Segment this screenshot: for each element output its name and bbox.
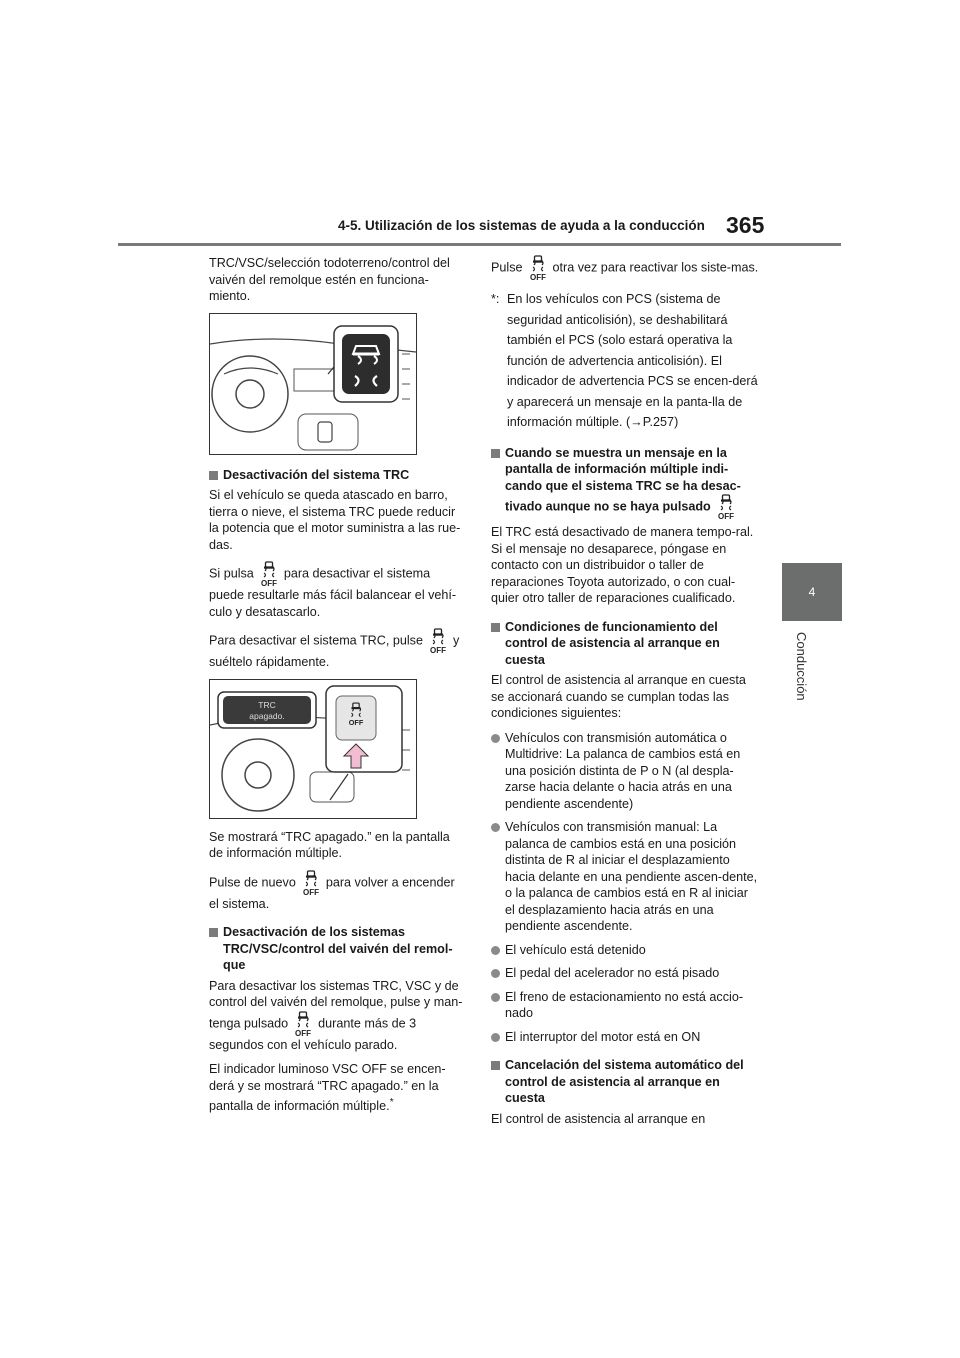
chapter-label: Conducción (794, 632, 809, 701)
list-item: El interruptor del motor está en ON (491, 1029, 759, 1046)
text-fragment: Si pulsa (209, 566, 254, 581)
header-rule (118, 243, 841, 246)
footnote-text: En los vehículos con PCS (sistema de seguridad anticolisión), se deshabilitará también el PCS (solo estará operativa la función de advertencia anticolisión). El indicador de advertencia PCS se encen-derá y aparecerá un mensaje en la panta-lla de información múltiple. (→P.257) (507, 292, 758, 429)
heading-hill-start-cancel: Cancelación del sistema automático del control de asistencia al arranque en cuesta (491, 1057, 759, 1107)
text-fragment: Para desactivar el sistema TRC, pulse (209, 633, 423, 648)
heading-text: Cuando se muestra un mensaje en la pantalla de información múltiple indi-cando que el sistema TRC se ha desac-tivado aunque no se haya pulsado (505, 445, 741, 514)
intro-text: TRC/VSC/selección todoterreno/control del vaivén del remolque estén en funciona-miento. (209, 256, 450, 303)
left-column (209, 255, 467, 1123)
footnote-marker: * (389, 1096, 394, 1108)
footnote-pcs (491, 289, 759, 433)
heading-trc-deactivation: Desactivación del sistema TRC (209, 467, 467, 484)
text-fragment: El indicador luminoso VSC OFF se encen-derá y se mostrará “TRC apagado.” en la pantalla de información múltiple. (209, 1062, 446, 1114)
text-fragment: y suéltelo rápidamente. (209, 633, 460, 669)
list-item: El freno de estacionamiento no está accio-nado (491, 989, 759, 1022)
paragraph-trc-stuck: Si el vehículo se queda atascado en barro, tierra o nieve, el sistema TRC puede reducir la potencia que el motor suministra a las rue-das. (209, 488, 461, 552)
text-fragment: Para desactivar los sistemas TRC, VSC y de control del vaivén del remolque, pulse y man-tenga pulsado (209, 978, 463, 1030)
trc-off-icon (300, 870, 322, 896)
heading-trc-vsc-deactivation: Desactivación de los sistemas TRC/VSC/control del vaivén del remol-que (209, 924, 467, 974)
paragraph-cancel-text: El control de asistencia al arranque en (491, 1111, 706, 1126)
text-fragment: para volver a encender el sistema. (209, 874, 455, 911)
right-column (491, 255, 759, 1135)
display-message-line1: TRC (258, 699, 276, 710)
list-item: Vehículos con transmisión manual: La palanca de cambios está en una posición distinta de R al iniciar el desplazamiento hacia delante en una pendiente ascen-dente, o la palanca de cambios está en R al iniciar el desplazamiento hacia atrás en una pendiente ascendente. (491, 819, 759, 935)
heading-trc-message (491, 445, 759, 521)
footnote-marker: *: (491, 292, 500, 306)
dashboard-illustration-2 (209, 679, 417, 819)
trc-off-icon (527, 255, 549, 281)
paragraph-quick-press (209, 628, 467, 671)
section-title: 4-5. Utilización de los sistemas de ayuda a la conducción (338, 218, 705, 233)
trc-off-icon (427, 628, 449, 654)
text-fragment: Pulse de nuevo (209, 874, 296, 889)
paragraph-message-shown: Se mostrará “TRC apagado.” en la pantalla de información múltiple. (209, 829, 450, 860)
paragraph-reactivate (491, 255, 759, 281)
display-message-line2: apagado. (249, 710, 285, 721)
paragraph-conditions-intro: El control de asistencia al arranque en cuesta se accionará cuando se cumplan todas las condiciones siguientes: (491, 673, 746, 720)
paragraph-hold-button (209, 978, 467, 1054)
text-fragment: durante más de 3 segundos con el vehículo parado. (209, 1015, 417, 1052)
text-fragment: otra vez para reactivar los siste-mas. (552, 260, 759, 275)
trc-off-icon (258, 561, 280, 587)
dashboard-illustration-1 (209, 313, 417, 455)
list-item: El vehículo está detenido (491, 942, 759, 959)
paragraph-press-to-disable (209, 561, 467, 620)
trc-off-icon (715, 494, 737, 520)
paragraph-press-again (209, 870, 467, 913)
chapter-tab: 4 (782, 563, 842, 621)
text-fragment: para desactivar el sistema puede resultarle más fácil balancear el vehí-culo y desatascarlo. (209, 566, 457, 619)
list-item: Vehículos con transmisión automática o Multidrive: La palanca de cambios está en una posición distinta de P o N (al despla-zarse hacia delante o hacia atrás en una pendiente ascendente) (491, 730, 759, 813)
page-number: 365 (726, 212, 765, 238)
trc-off-icon (292, 1011, 314, 1037)
list-item: El pedal del acelerador no está pisado (491, 965, 759, 982)
paragraph-vsc-off-indicator (209, 1061, 467, 1115)
paragraph-temporary-off: El TRC está desactivado de manera tempo-ral. Si el mensaje no desaparece, póngase en contacto con un distribuidor o taller de reparaciones Toyota autorizado, o con cual-quier otro taller de reparaciones cualificado. (491, 525, 754, 605)
text-fragment: Pulse (491, 260, 523, 275)
heading-hill-start-conditions: Condiciones de funcionamiento del control de asistencia al arranque en cuesta (491, 619, 759, 669)
